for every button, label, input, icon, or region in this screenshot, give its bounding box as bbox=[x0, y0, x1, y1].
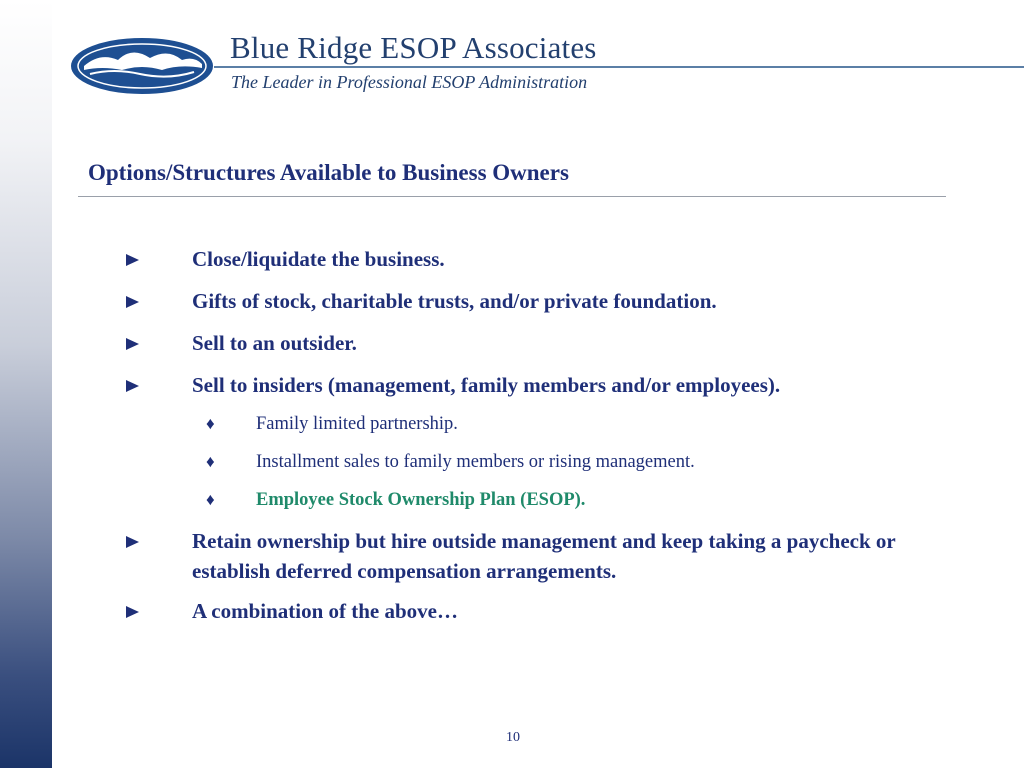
diamond-bullet-icon: ♦ bbox=[206, 490, 215, 509]
decorative-side-gradient-bar bbox=[0, 0, 52, 768]
triangle-bullet-icon bbox=[126, 338, 139, 350]
title-divider-line bbox=[78, 196, 946, 197]
company-name: Blue Ridge ESOP Associates bbox=[230, 30, 597, 65]
header-divider-line bbox=[214, 66, 1024, 68]
triangle-bullet-icon bbox=[126, 536, 139, 548]
bullet-item: Sell to insiders (management, family members and/or employees). bbox=[192, 373, 781, 397]
page-number: 10 bbox=[506, 730, 520, 745]
triangle-bullet-icon bbox=[126, 254, 139, 266]
triangle-bullet-icon bbox=[126, 296, 139, 308]
slide-title: Options/Structures Available to Business Owners bbox=[88, 160, 569, 185]
diamond-bullet-icon: ♦ bbox=[206, 452, 215, 471]
sub-bullet-item-esop: Employee Stock Ownership Plan (ESOP). bbox=[256, 490, 586, 510]
bullet-item: Gifts of stock, charitable trusts, and/or private foundation. bbox=[192, 289, 717, 313]
sub-bullet-item: Installment sales to family members or rising management. bbox=[256, 452, 695, 472]
triangle-bullet-icon bbox=[126, 380, 139, 392]
blue-ridge-mountain-logo-icon bbox=[70, 36, 214, 96]
triangle-bullet-icon bbox=[126, 606, 139, 618]
bullet-item: Close/liquidate the business. bbox=[192, 247, 445, 271]
bullet-item: Retain ownership but hire outside management and keep taking a paycheck or establish deferred compensation arrangements. bbox=[192, 529, 896, 583]
bullet-item: Sell to an outsider. bbox=[192, 331, 357, 355]
diamond-bullet-icon: ♦ bbox=[206, 414, 215, 433]
bullet-item: A combination of the above… bbox=[192, 599, 459, 623]
company-tagline: The Leader in Professional ESOP Administration bbox=[231, 72, 588, 92]
sub-bullet-item: Family limited partnership. bbox=[256, 414, 458, 434]
